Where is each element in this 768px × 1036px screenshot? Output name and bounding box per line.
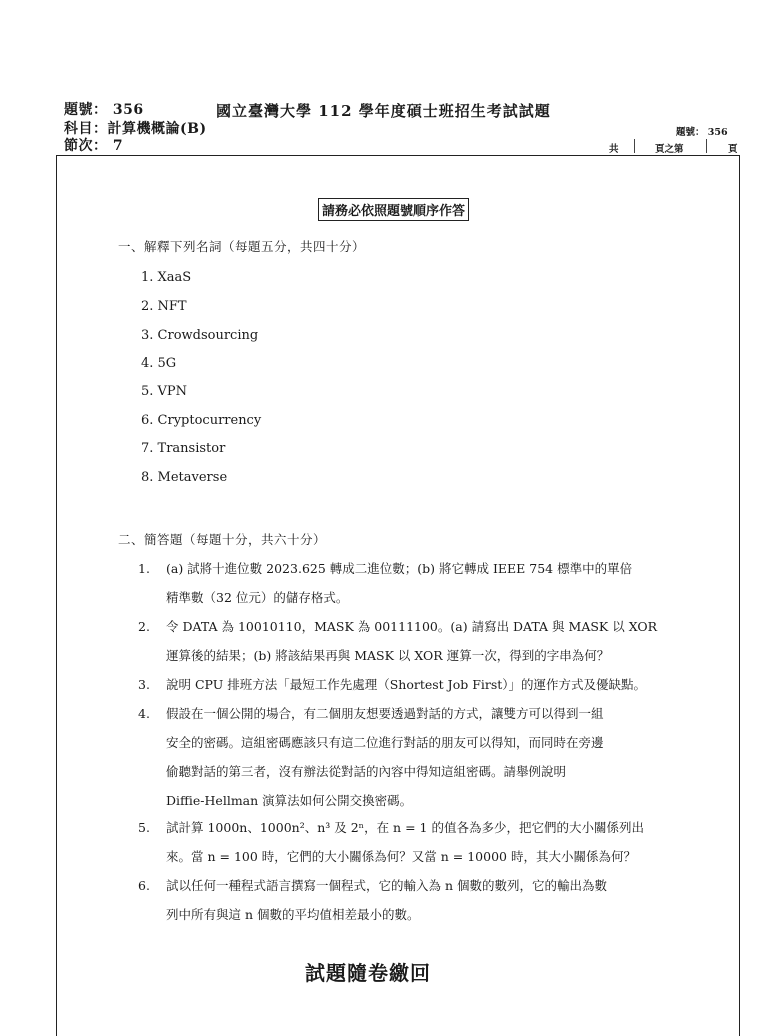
question-text: 安全的密碼。這組密碼應該只有這二位進行對話的朋友可以得知，而同時在旁邊 [166, 735, 604, 750]
question-number: 6. [138, 878, 150, 893]
page-info-divider [706, 139, 707, 153]
section1-heading: 一、解釋下列名詞（每題五分，共四十分） [118, 239, 366, 254]
term-item: 5. VPN [141, 384, 188, 399]
term-item: 1. XaaS [141, 270, 192, 285]
term-item: 2. NFT [141, 299, 187, 314]
question-text: 偷聽對話的第三者，沒有辦法從對話的內容中得知這組密碼。請舉例說明 [166, 764, 567, 779]
session: 節次： 7 [64, 138, 124, 154]
question-number: 5. [138, 820, 150, 835]
notice-box: 請務必依照題號順序作答 [318, 198, 469, 221]
question-text: 來。當 n = 100 時，它們的大小關係為何？又當 n = 10000 時，其大小關係為何？ [166, 849, 636, 864]
term-item: 3. Crowdsourcing [141, 328, 259, 343]
question-text: 令 DATA 為 10010110，MASK 為 00111100。(a) 請寫出 DATA 與 MASK 以 XOR [166, 619, 658, 634]
question-number: 2. [138, 619, 150, 634]
term-item: 8. Metaverse [141, 470, 228, 485]
question-number: 1. [138, 561, 150, 576]
question-text: 列中所有與這 n 個數的平均值相差最小的數。 [166, 907, 420, 922]
exam-title: 國立臺灣大學 112 學年度碩士班招生考試試題 [216, 102, 551, 120]
question-text: 試計算 1000n、1000n²、n³ 及 2ⁿ，在 n = 1 的值各為多少，把它們的大小關係列出 [166, 820, 644, 835]
term-item: 7. Transistor [141, 441, 226, 456]
right-exam-code: 題號： 356 [676, 127, 728, 138]
question-text: (a) 試將十進位數 2023.625 轉成二進位數；(b) 將它轉成 IEEE 754 標準中的單倍 [166, 561, 633, 576]
question-text: 假設在一個公開的場合，有二個朋友想要透過對話的方式，讓雙方可以得到一組 [166, 706, 604, 721]
page-info-page: 頁 [728, 144, 738, 155]
subject: 科目：計算機概論(B) [64, 121, 207, 137]
question-number: 3. [138, 677, 150, 692]
term-item: 6. Cryptocurrency [141, 413, 262, 428]
term-item: 4. 5G [141, 356, 177, 371]
page-info-divider [634, 139, 635, 153]
question-text: 運算後的結果；(b) 將該結果再與 MASK 以 XOR 運算一次，得到的字串為何？ [166, 648, 610, 663]
return-notice: 試題隨卷繳回 [305, 961, 431, 985]
section2-heading: 二、簡答題（每題十分，共六十分） [118, 532, 327, 547]
page-info-total: 共 [609, 144, 619, 155]
page-info-page-of: 頁之第 [655, 144, 684, 155]
question-text: 試以任何一種程式語言撰寫一個程式，它的輸入為 n 個數的數列，它的輸出為數 [166, 878, 607, 893]
question-text: 精準數（32 位元）的儲存格式。 [166, 590, 349, 605]
question-number: 4. [138, 706, 150, 721]
question-text: Diffie-Hellman 演算法如何公開交換密碼。 [166, 793, 413, 808]
exam-code: 題號： 356 [64, 102, 144, 118]
question-text: 說明 CPU 排班方法「最短工作先處理（Shortest Job First）」的運作方式及優缺點。 [166, 677, 647, 692]
